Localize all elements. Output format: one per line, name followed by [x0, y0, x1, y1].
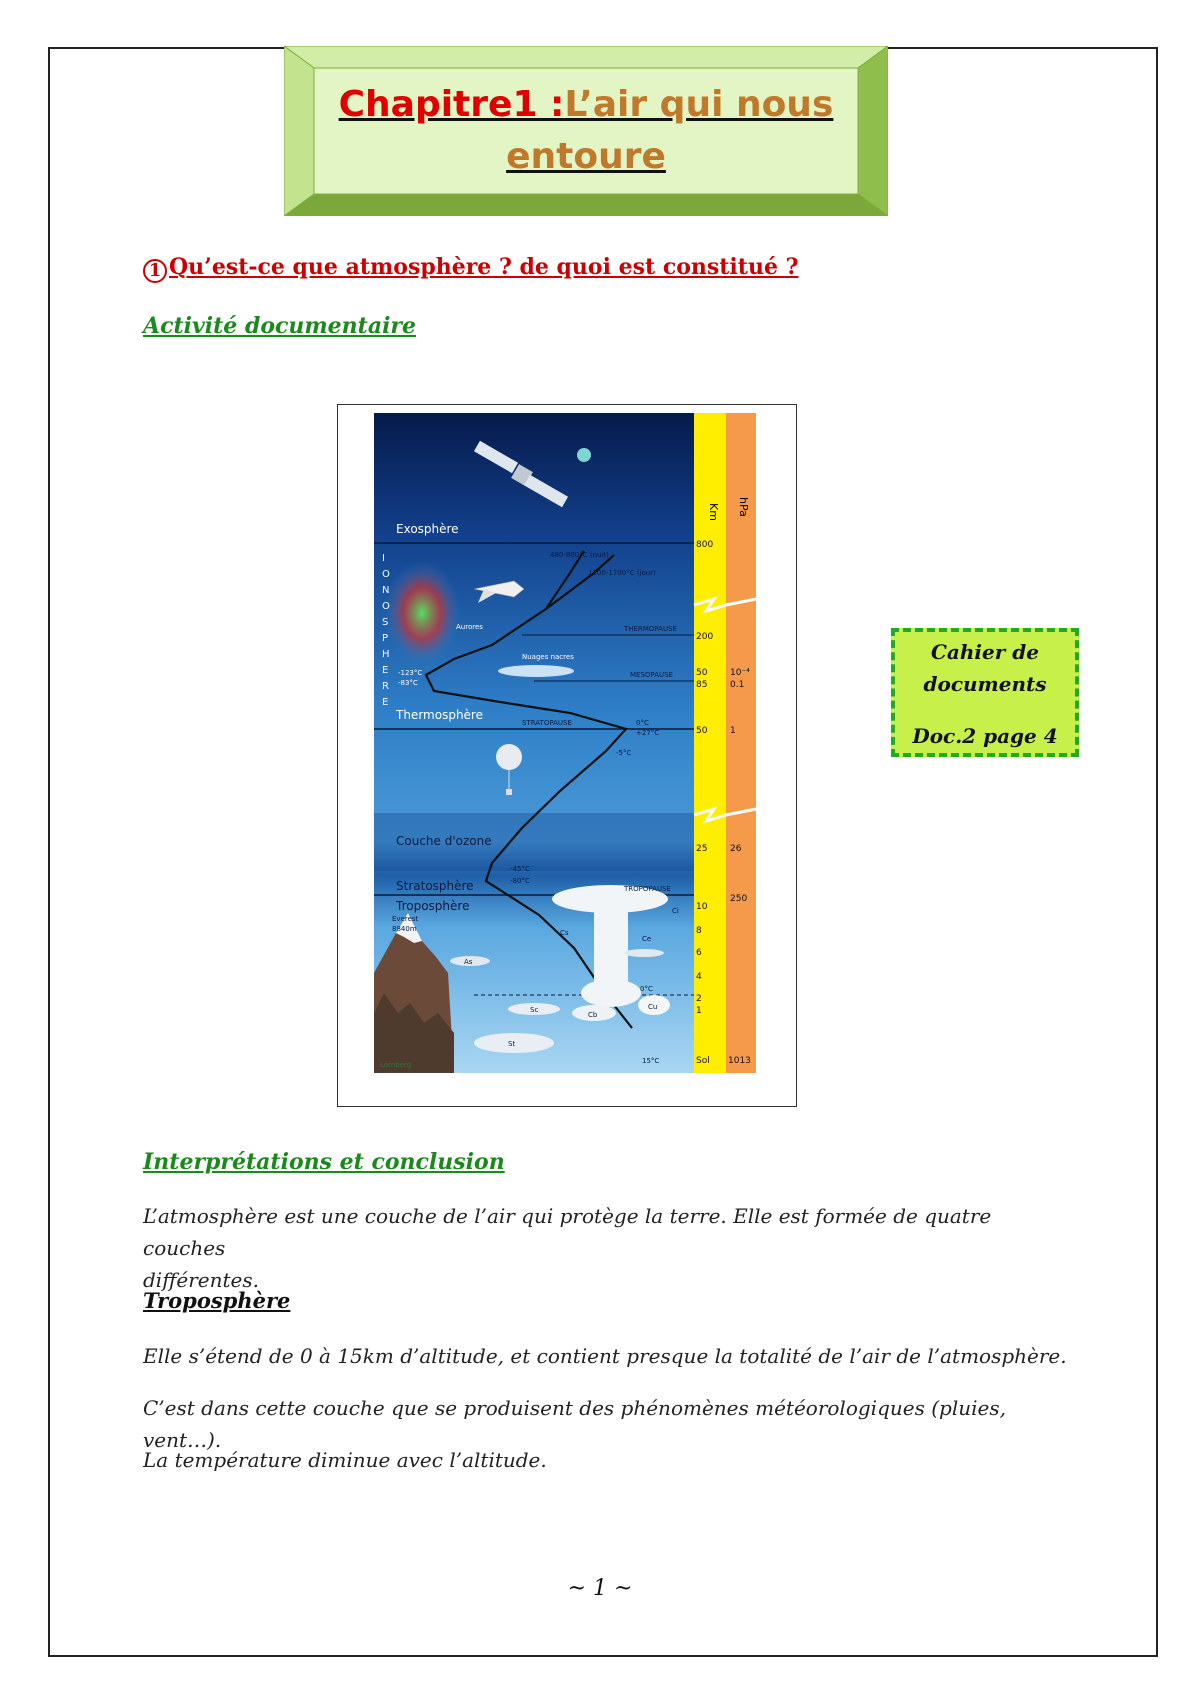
svg-text:E: E [382, 665, 389, 676]
title-part-orange: L’air qui nous [564, 84, 834, 125]
intro-line-1: L’atmosphère est une couche de l’air qui protège la terre. Elle est formée de quatre couches [143, 1204, 992, 1260]
page-title [324, 68, 848, 194]
hpa-header: hPa [737, 497, 750, 517]
cahier-line3: Doc.2 page 4 [912, 724, 1058, 748]
intro-line-2: différentes. [143, 1268, 259, 1292]
km-tick: 800 [696, 540, 714, 550]
svg-text:P: P [382, 633, 389, 644]
troposphere-paragraph-3: La température diminue avec l’altitude. [143, 1448, 547, 1472]
hpa-tick: 10⁻⁴ [730, 668, 750, 678]
km-tick: 50 [696, 726, 708, 736]
temp-day: 1200-1700°C (jour) [588, 569, 656, 577]
credit-label: Lornberg [380, 1061, 412, 1069]
stratopause-label: STRATOPAUSE [522, 719, 572, 727]
km-tick: 2 [696, 994, 702, 1004]
hpa-tick: 26 [730, 844, 742, 854]
km-tick: 200 [696, 632, 714, 642]
activity-heading: Activité documentaire [143, 313, 417, 339]
svg-text:N: N [382, 585, 390, 596]
layer-ozone: Couche d'ozone [396, 834, 492, 848]
temp-label-8: 0°C [640, 985, 653, 993]
atmosphere-diagram [374, 413, 760, 1083]
cahier-line1: Cahier de [931, 640, 1039, 664]
km-tick: 1 [696, 1006, 702, 1016]
mesopause-label: MESOPAUSE [630, 671, 673, 679]
thermopause-label: THERMOPAUSE [624, 625, 677, 633]
temp-label-3: 0°C [636, 719, 649, 727]
nacreous-clouds [498, 665, 574, 677]
cloud-label-as: As [464, 958, 473, 966]
km-tick: 4 [696, 972, 702, 982]
cloud-ce [624, 949, 664, 957]
title-box [284, 46, 888, 216]
page-number: ~ 1 ~ [567, 1576, 633, 1601]
layer-troposphere: Troposphère [396, 899, 470, 913]
temp-night: 480-800°C (nuit) [550, 551, 609, 559]
cloud-label-st: St [508, 1040, 516, 1048]
svg-text:E: E [382, 697, 389, 708]
svg-text:O: O [382, 601, 390, 612]
hpa-tick: 0.1 [730, 680, 745, 690]
title-line2: entoure [506, 136, 666, 177]
title-part-red: Chapitre1 : [338, 84, 565, 125]
everest-label: Everest [392, 915, 419, 923]
layer-thermosphere: Thermosphère [396, 708, 483, 722]
aurora-image [384, 561, 460, 665]
hpa-tick: 250 [730, 894, 748, 904]
question-text: Qu’est-ce que atmosphère ? de quoi est constitué ? [169, 254, 799, 280]
km-tick: 10 [696, 902, 708, 912]
cloud-label-cu: Cu [648, 1003, 658, 1011]
intro-paragraph [143, 1200, 1073, 1296]
temp-label-5: -5°C [616, 749, 632, 757]
cahier-line2: documents [923, 672, 1047, 696]
temp-label-2: -83°C [398, 679, 418, 687]
aurores-label: Aurores [456, 623, 483, 631]
atmosphere-figure [337, 404, 797, 1107]
svg-text:R: R [382, 681, 389, 692]
temp-label-1: -123°C [398, 669, 423, 677]
troposphere-paragraph-2: C’est dans cette couche que se produisent des phénomènes météorologiques (pluies, vent…). [143, 1396, 1006, 1452]
km-tick: Sol [696, 1056, 710, 1066]
conclusion-heading: Interprétations et conclusion [143, 1149, 505, 1175]
km-tick: 85 [696, 680, 708, 690]
temp-label-4: +27°C [636, 729, 660, 737]
small-satellite-icon [577, 448, 591, 462]
km-tick: 6 [696, 948, 702, 958]
cloud-label-cb: Cb [588, 1011, 598, 1019]
km-tick: 8 [696, 926, 702, 936]
cloud-label-ci: Ci [672, 907, 679, 915]
svg-text:H: H [382, 649, 390, 660]
cloud-label-sc: Sc [530, 1006, 539, 1014]
troposphere-heading: Troposphère [143, 1288, 291, 1313]
cloud-label-ce: Ce [642, 935, 652, 943]
hpa-tick: 1 [730, 726, 736, 736]
troposphere-paragraph-1: Elle s’étend de 0 à 15km d’altitude, et contient presque la totalité de l’air de l’atmosphère. [143, 1344, 1067, 1368]
svg-text:S: S [382, 617, 389, 628]
km-tick: 50 [696, 668, 708, 678]
km-header: Km [707, 503, 720, 521]
temp-label-7: -80°C [510, 877, 530, 885]
svg-text:I: I [382, 553, 385, 564]
everest-altitude: 8840m [392, 925, 417, 933]
hpa-tick: 1013 [728, 1056, 751, 1066]
temp-label-6: -45°C [510, 865, 530, 873]
circled-number: 1 [143, 259, 167, 283]
cloud-label-cs: Cs [560, 929, 569, 937]
km-tick: 25 [696, 844, 708, 854]
cahier-reference-box [891, 628, 1079, 757]
layer-exosphere: Exosphère [396, 522, 459, 536]
nuages-label: Nuages nacres [522, 653, 574, 661]
layer-stratosphere: Stratosphère [396, 879, 474, 893]
tropopause-label: TROPOPAUSE [624, 885, 671, 893]
question-heading [143, 254, 799, 283]
svg-text:O: O [382, 569, 390, 580]
temp-label-9: 15°C [642, 1057, 660, 1065]
